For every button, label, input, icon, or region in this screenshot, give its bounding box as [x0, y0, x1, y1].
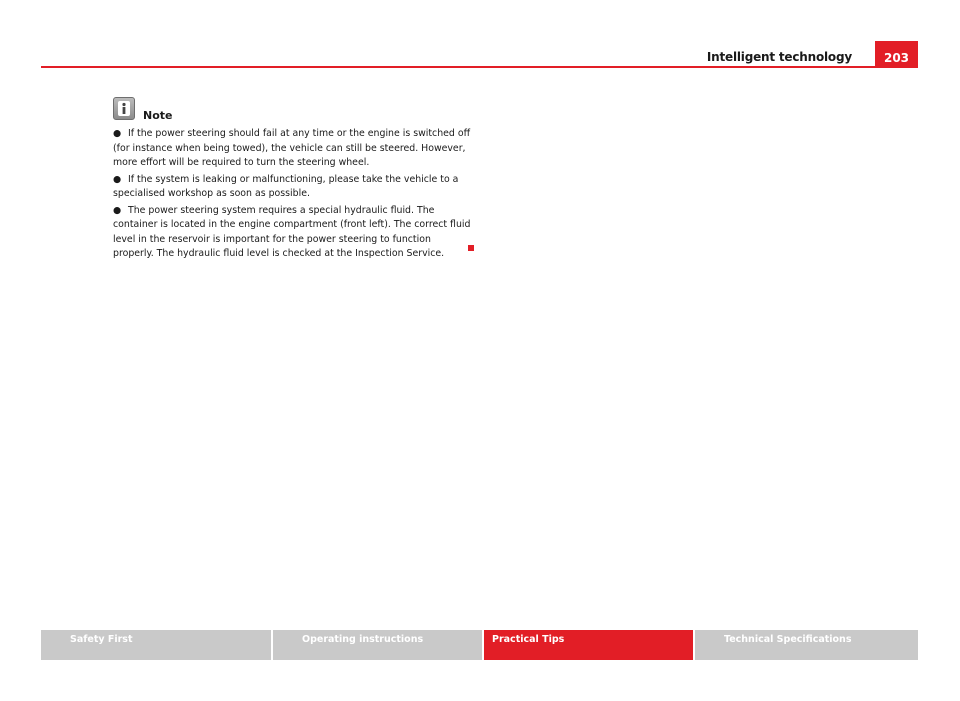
- header-rule: [41, 66, 918, 68]
- footer-nav: [41, 630, 918, 660]
- note-item-3: The power steering system requires a special hydraulic fluid. The container is located in the engine compartment (front left). The correct fluid level in the reservoir is important for the power steering to function properly. The hydraulic fluid level is checked at the Inspection Service.: [113, 204, 471, 259]
- tab-technical-specifications[interactable]: Technical Specifications: [695, 630, 918, 660]
- bullet: ●: [113, 128, 122, 139]
- bullet: ●: [113, 204, 122, 216]
- info-note-icon: [113, 97, 135, 120]
- tab-practical-tips[interactable]: Practical Tips: [484, 630, 695, 660]
- list-item: [113, 204, 473, 262]
- note-item-2: If the system is leaking or malfunctioning, please take the vehicle to a specialised workshop as soon as possible.: [113, 173, 459, 199]
- list-item: [113, 127, 473, 171]
- page-number: 203: [875, 41, 918, 68]
- section-end-marker: [468, 245, 474, 251]
- note-body: [113, 127, 473, 264]
- note-title: Note: [143, 109, 173, 122]
- list-item: [113, 173, 473, 202]
- note-item-1: If the power steering should fail at any time or the engine is switched off (for instance when being towed), the vehicle can still be steered. However, more effort will be required to turn the steering wheel.: [113, 128, 471, 168]
- section-title: Intelligent technology: [706, 50, 852, 64]
- tab-operating-instructions[interactable]: Operating instructions: [273, 630, 484, 660]
- bullet: ●: [113, 173, 122, 185]
- tab-safety-first[interactable]: Safety First: [41, 630, 273, 660]
